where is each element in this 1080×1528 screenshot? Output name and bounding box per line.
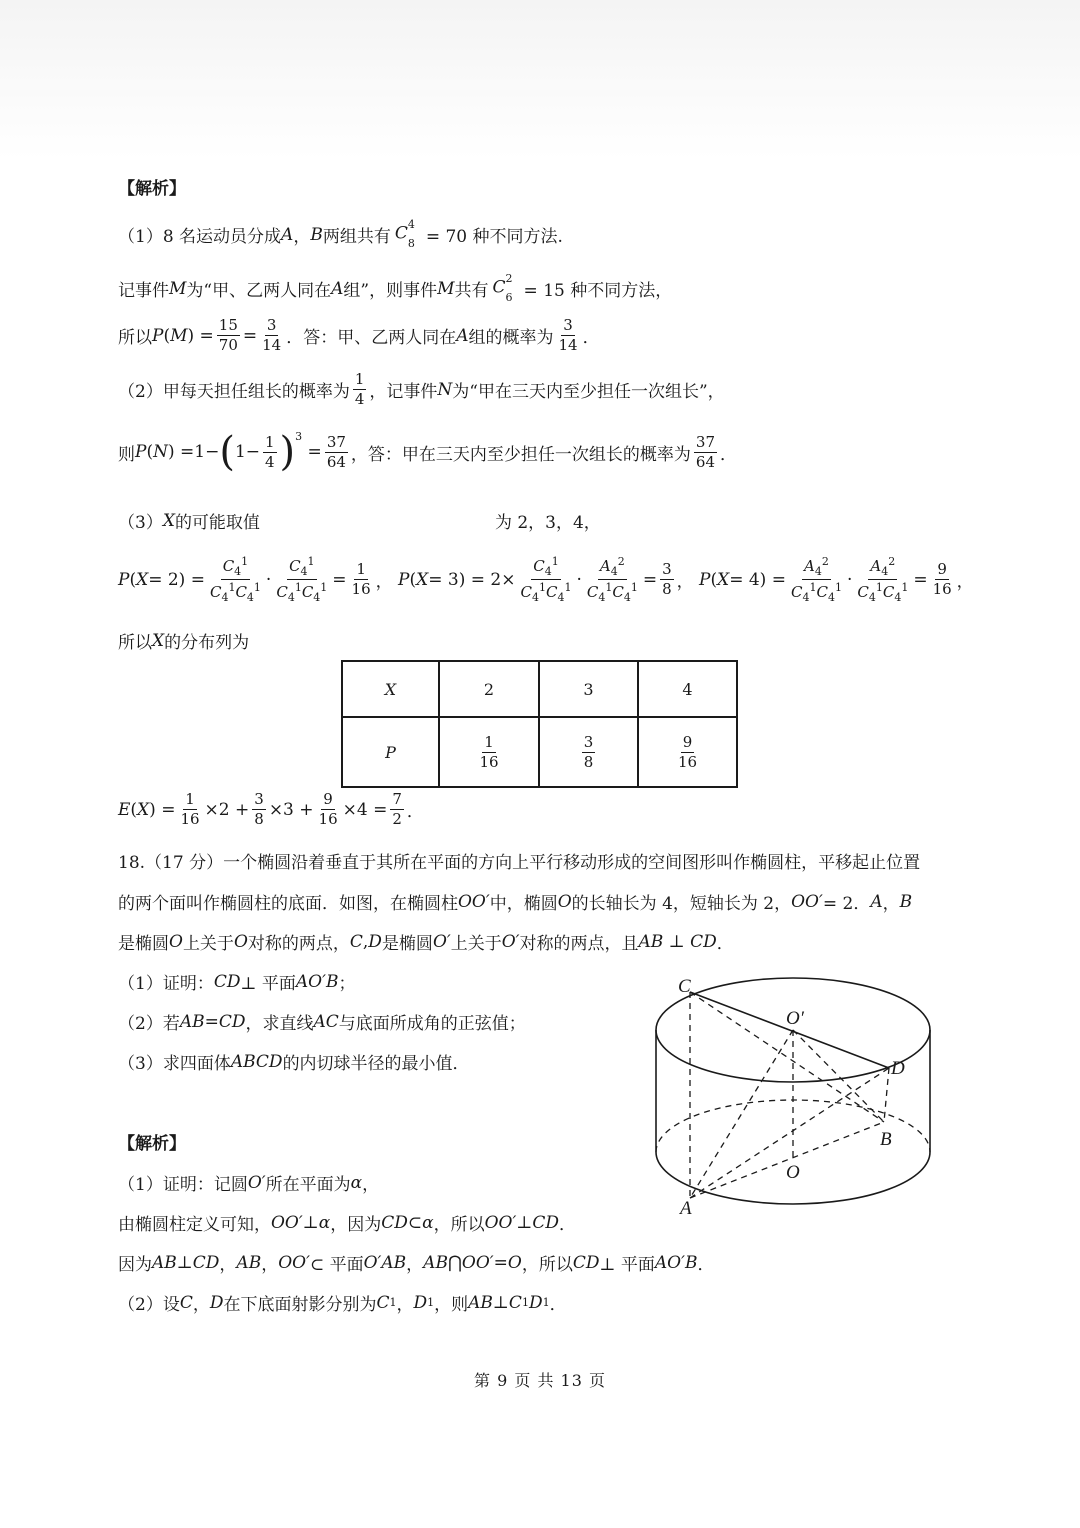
segment-ab (690, 1122, 884, 1198)
q18-sub2: （2）若 AB = CD ，求直线 AC 与底面所成角的正弦值； (118, 1011, 526, 1034)
label-b: B (880, 1129, 892, 1150)
part3-probabilities: P ( X = 2) = $\frac{C_4^1}{C_4^1C_4^1}$ · $\frac{C_4^1}{C_4^1C_4^1}$ = $\frac{1}{16}$ ， P ( X = 3) = 2× $\frac{C_4^1}{C_4^1C_4^1}$ · $\frac{A_4^2}{C_4^1C_4^1}$ = $\frac{3}{8}$ ， P ( X = 4) = $\frac{A_4^2}{C_4^1C_4^1}$ · $\frac{A_4^2}{C_4^1C_4^1}$ = $\frac{9}{16}$ ， (118, 555, 974, 604)
table-cell: 4 (638, 661, 737, 717)
label-c: C (678, 976, 691, 997)
segment-db (884, 1068, 889, 1122)
part2-line1: （2）甲每天担任组长的概率为 $\frac{1}{4}$ ，记事件 N 为“甲在三天内至少担任一次组长”， (118, 370, 725, 408)
table-cell: 3 (539, 661, 638, 717)
part3-line1: （3） X 的可能取值 为 2，3，4， (118, 510, 601, 533)
fraction-37-64-answer: $\frac{37}{64}$ (695, 432, 715, 471)
table-cell: $\frac{1}{16}$ (439, 717, 539, 787)
label-a: A (680, 1198, 692, 1219)
table-header-x: X (384, 679, 397, 699)
part1-line2: 记事件 M 为“甲、乙两人同在 A 组”，则事件 M 共有 $C_6^2$ = 15 种不同方法， (118, 272, 673, 304)
fraction-3-8: $\frac{3}{8}$ (662, 560, 672, 598)
sol18-line3: 因为 AB ⊥ CD ， AB ， OO′ ⊂ 平面 O′AB ， AB ⋂ OO′ = O ，所以 CD ⊥ 平面 AO′B ． (118, 1252, 715, 1275)
elliptic-cylinder-figure (640, 970, 940, 1220)
combination-c84: $C_8^4$ (394, 218, 415, 250)
fraction-9-16: $\frac{9}{16}$ (932, 560, 952, 598)
table-label-p: P (385, 742, 396, 762)
page-footer: 第 9 页 共 13 页 (474, 1371, 606, 1390)
segment-o-prime-b (793, 1030, 884, 1122)
fraction-1-4-inner: $\frac{1}{4}$ (265, 432, 275, 471)
fraction-3-14: $\frac{3}{14}$ (262, 316, 282, 354)
fraction-15-70: $\frac{15}{70}$ (218, 316, 238, 354)
label-o: O (786, 1162, 800, 1183)
sol18-line4: （2）设 C ， D 在下底面射影分别为 C 1 ， D 1 ，则 AB ⊥ C 1 D 1 ． (118, 1292, 567, 1315)
expectation-line: E ( X ) = $\frac{1}{16}$ ×2 + $\frac{3}{8}$ ×3 + $\frac{9}{16}$ ×4 = $\frac{7}{2}$ ． (118, 790, 424, 828)
segment-o-prime-a (690, 1030, 793, 1198)
q18-line1: 18.（17 分）一个椭圆沿着垂直于其所在平面的方向上平行移动形成的空间图形叫作椭圆柱，平移起止位置 (118, 853, 921, 873)
table-row (342, 661, 737, 717)
label-o-prime: O′ (786, 1008, 804, 1029)
label-d: D (891, 1058, 905, 1079)
fraction-3-14-answer: $\frac{3}{14}$ (558, 316, 578, 354)
q18-sub3: （3）求四面体 ABCD 的内切球半径的最小值． (118, 1051, 470, 1074)
distribution-table (341, 660, 738, 788)
combination-c62: $C_6^2$ (492, 272, 513, 304)
part2-line2: 则 P ( N ) =1− ( 1− $\frac{1}{4}$ ) $^3$ = $\frac{37}{64}$ ，答：甲在三天内至少担任一次组长的概率为 $\frac{37}{64}$ ． (118, 429, 737, 475)
part1-line3: 所以 P ( M ) = $\frac{15}{70}$ = $\frac{3}{14}$ ．答：甲、乙两人同在 A 组的概率为 $\frac{3}{14}$ ． (118, 316, 600, 354)
part3-line3: 所以 X 的分布列为 (118, 630, 250, 653)
table-row (342, 717, 737, 787)
q18-line3: 是椭圆 O 上关于 O 对称的两点， C , D 是椭圆 O′ 上关于 O′ 对称的两点，且 AB ⊥ CD ． (118, 931, 734, 954)
fraction-37-64: $\frac{37}{64}$ (326, 432, 346, 471)
table-cell: 2 (439, 661, 539, 717)
q18-line2: 的两个面叫作椭圆柱的底面．如图，在椭圆柱 OO′ 中，椭圆 O 的长轴长为 4，短轴长为 2， OO′ = 2． A ， B (118, 891, 913, 914)
fraction-1-16: $\frac{1}{16}$ (351, 560, 371, 598)
segment-cd (690, 992, 889, 1068)
analysis-heading-2: 【解析】 (118, 1134, 186, 1154)
analysis-heading: 【解析】 (118, 179, 186, 199)
table-cell: $\frac{3}{8}$ (539, 717, 638, 787)
sol18-line1: （1）证明：记圆 O′ 所在平面为 α ， (118, 1172, 380, 1195)
table-cell: $\frac{9}{16}$ (638, 717, 737, 787)
top-band (0, 0, 1080, 160)
part1-line1: （1）8 名运动员分成 A ， B 两组共有 $C_8^4$ = 70 种不同方法. (118, 218, 563, 250)
fraction-1-4: $\frac{1}{4}$ (354, 370, 365, 408)
q18-sub1: （1）证明： CD ⊥ 平面 AO′B ； (118, 971, 356, 994)
sol18-line2: 由椭圆柱定义可知， OO′ ⊥ α ，因为 CD ⊂ α ，所以 OO′ ⊥ CD ． (118, 1212, 576, 1235)
